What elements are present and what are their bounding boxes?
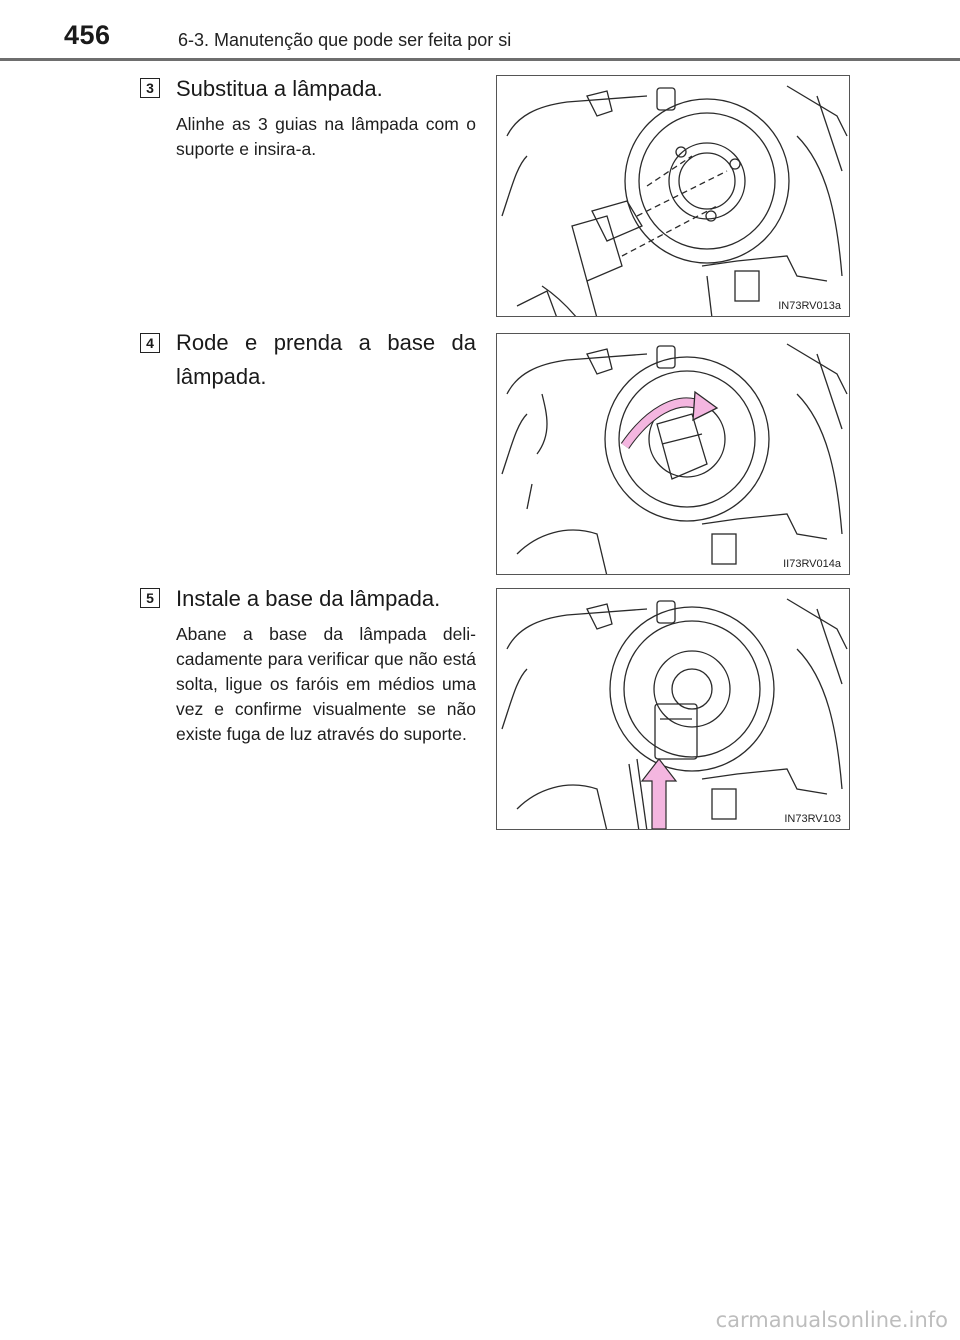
illustration-install-bulb-base bbox=[496, 588, 850, 830]
illustration-insert-bulb bbox=[496, 75, 850, 317]
step-number-badge: 3 bbox=[140, 78, 160, 98]
watermark: carmanualsonline.info bbox=[715, 1308, 948, 1332]
header-divider bbox=[0, 58, 960, 61]
figure-code: II73RV014a bbox=[783, 558, 841, 570]
figure-code: IN73RV103 bbox=[784, 813, 841, 825]
page-number: 456 bbox=[64, 20, 111, 50]
step-number-badge: 4 bbox=[140, 333, 160, 353]
page-header bbox=[0, 0, 960, 60]
section-title: 6-3. Manutenção que pode ser feita por si bbox=[178, 30, 512, 50]
step-title: Rode e prenda a base da lâmpada. bbox=[176, 330, 476, 389]
step-title: Instale a base da lâmpada. bbox=[176, 586, 441, 611]
step-description: Alinhe as 3 guias na lâmpada com o suporte e insira-a. bbox=[176, 114, 476, 159]
illustration-rotate-bulb bbox=[496, 333, 850, 575]
figure-code: IN73RV013a bbox=[778, 300, 841, 312]
step-title: Substitua a lâmpada. bbox=[176, 76, 383, 101]
step-description: Abane a base da lâmpada deli-cadamente para verificar que não está solta, ligue os faróis em médios uma vez e confirme visualmente se não existe fuga de luz através do suporte. bbox=[176, 624, 476, 744]
step-number-badge: 5 bbox=[140, 588, 160, 608]
